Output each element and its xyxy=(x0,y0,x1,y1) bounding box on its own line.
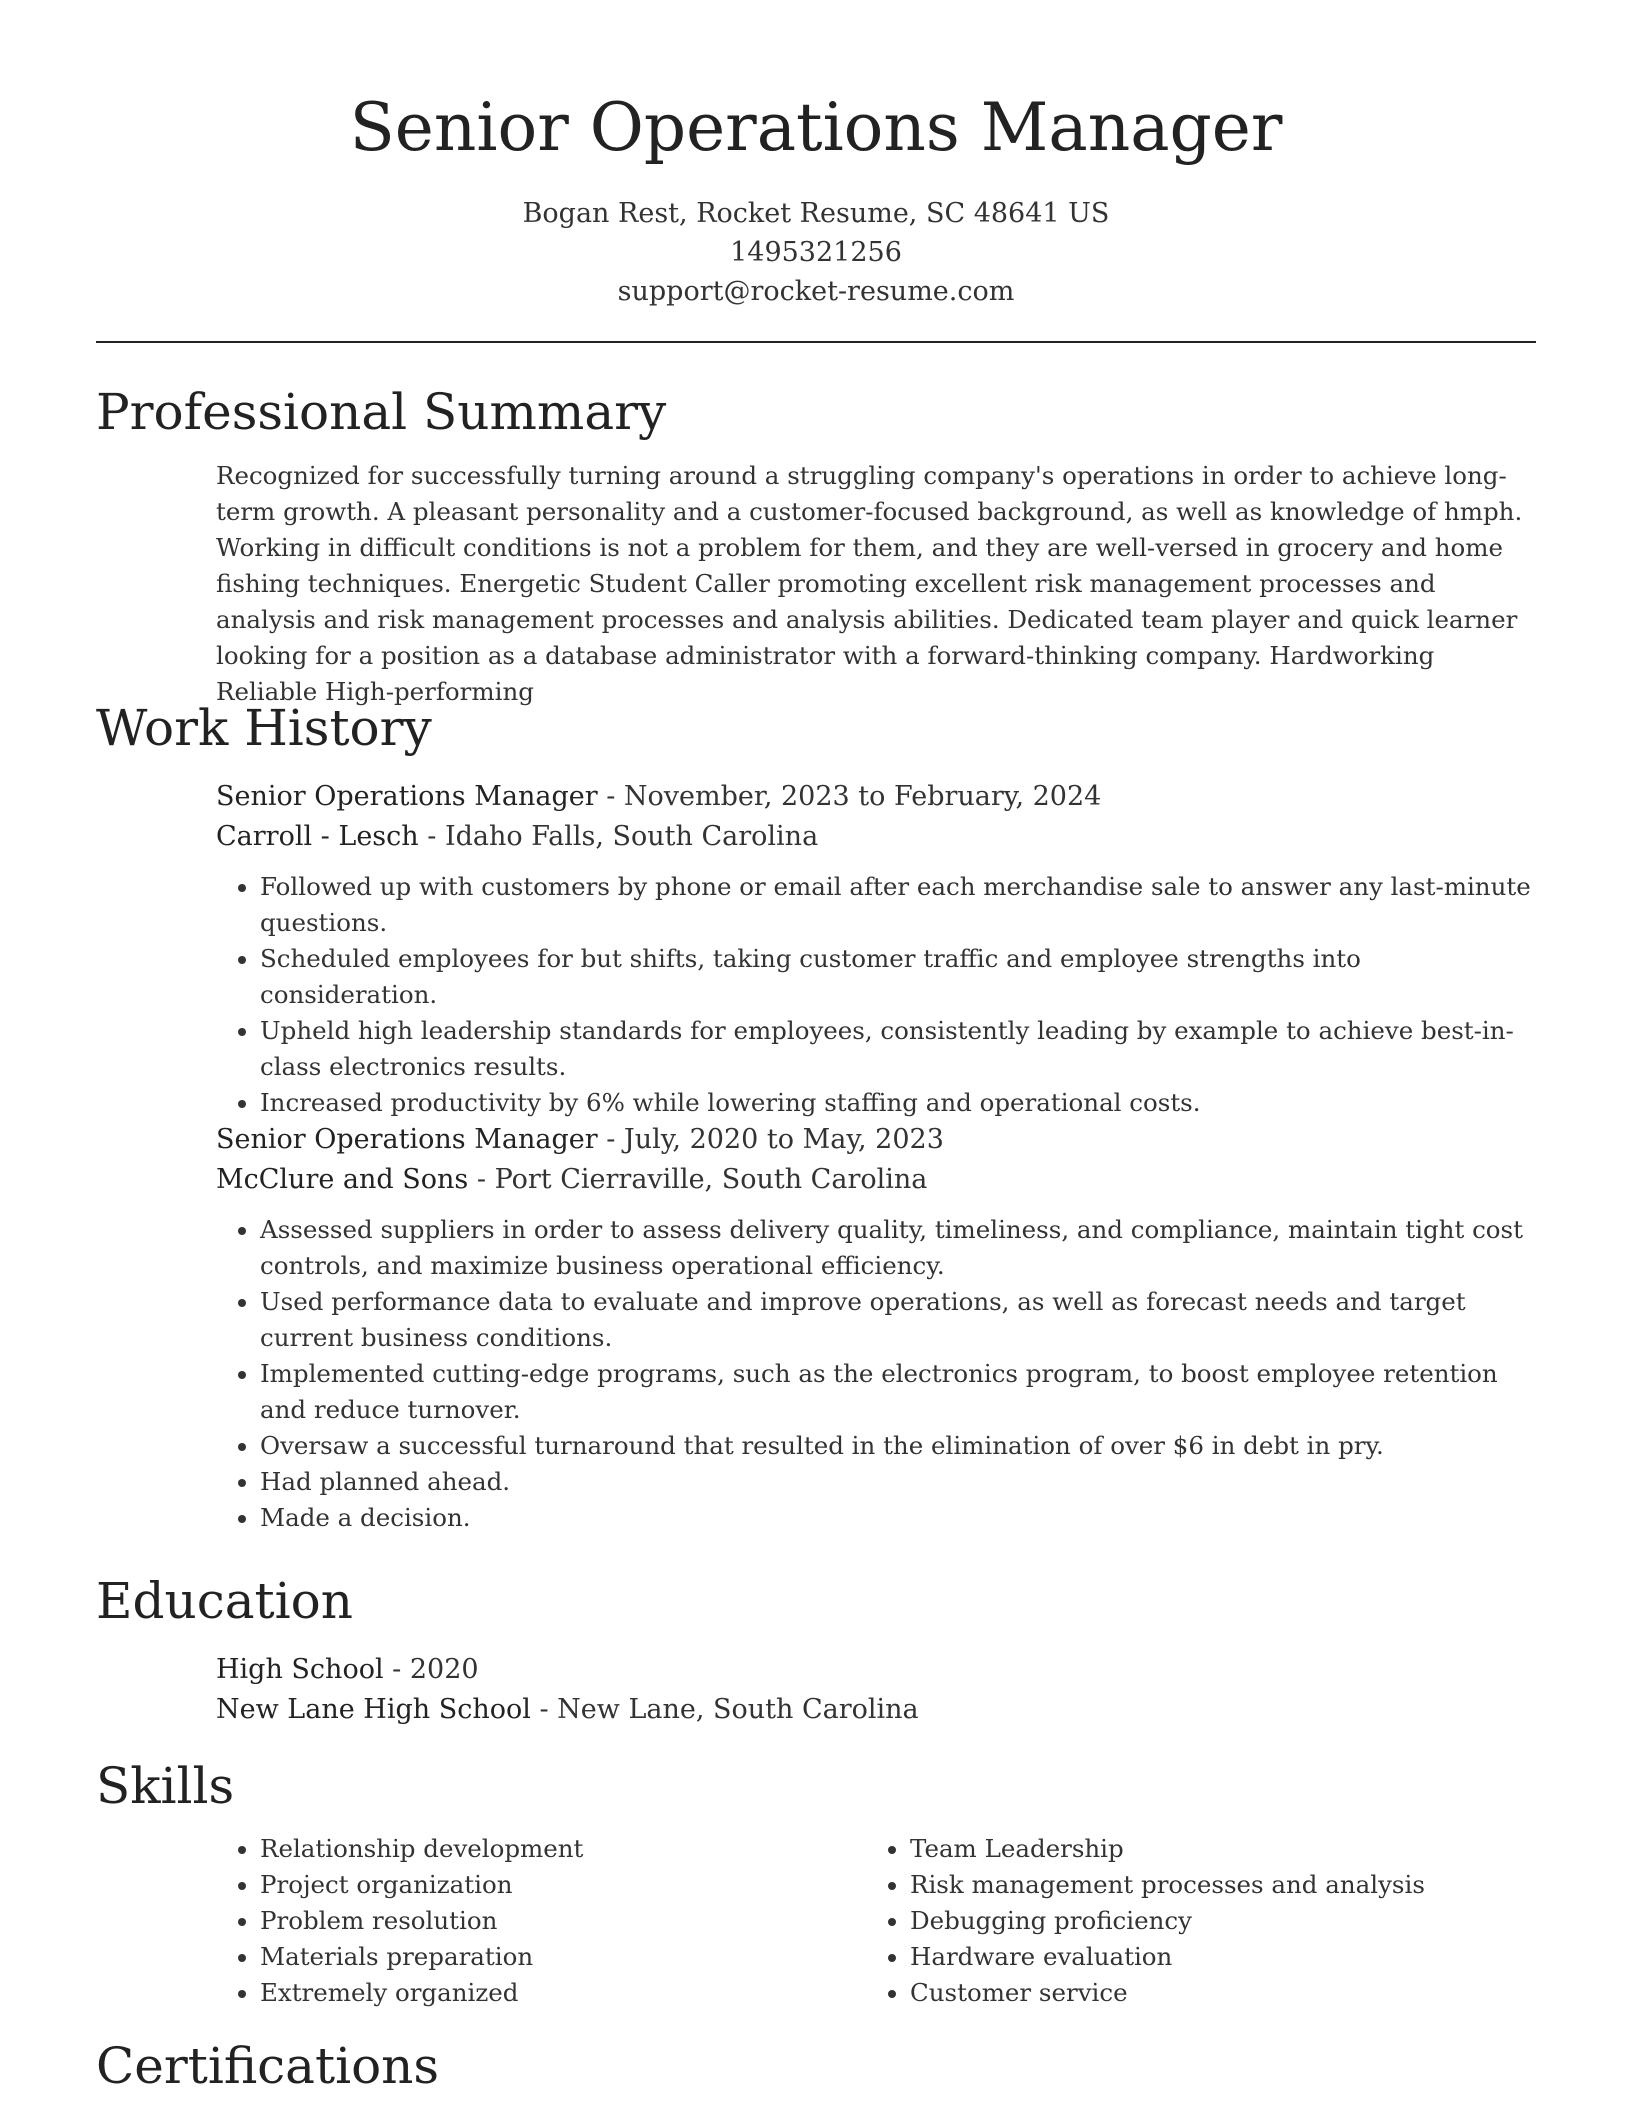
job-role: Senior Operations Manager xyxy=(216,781,598,812)
resume-header xyxy=(0,0,1632,311)
skill-item: • Hardware evaluation xyxy=(910,1939,1516,1975)
job-entry xyxy=(216,1120,1536,1536)
skills-column-right xyxy=(866,1831,1516,2011)
job-bullet: • Had planned ahead. xyxy=(260,1464,1536,1500)
job-entry xyxy=(216,777,1536,1121)
contact-block xyxy=(0,194,1632,311)
job-bullet: • Oversaw a successful turnaround that resulted in the elimination of over $6 in debt in pry. xyxy=(260,1428,1536,1464)
job-dates: - July, 2020 to May, 2023 xyxy=(597,1124,944,1155)
job-company: McClure and Sons xyxy=(216,1164,469,1195)
education-year: - 2020 xyxy=(383,1654,479,1685)
section-title-skills: Skills xyxy=(96,1757,235,1815)
skill-item: • Relationship development xyxy=(260,1831,866,1867)
contact-address: Bogan Rest, Rocket Resume, SC 48641 US xyxy=(522,198,1110,229)
job-location: - Idaho Falls, South Carolina xyxy=(418,821,819,852)
section-title-education: Education xyxy=(96,1572,353,1630)
job-bullet: • Implemented cutting-edge programs, such as the electronics program, to boost employee retention and reduce turnover. xyxy=(260,1356,1536,1428)
job-bullet: • Made a decision. xyxy=(260,1500,1536,1536)
job-bullet: • Upheld high leadership standards for employees, consistently leading by example to achieve best-in-class electronics results. xyxy=(260,1013,1536,1085)
skill-item: • Extremely organized xyxy=(260,1975,866,2011)
section-title-work-history: Work History xyxy=(96,699,432,757)
education-entry xyxy=(216,1650,1536,1730)
education-school-line xyxy=(216,1690,1536,1730)
section-title-summary: Professional Summary xyxy=(96,383,667,441)
job-bullet: • Used performance data to evaluate and improve operations, as well as forecast needs and target current business conditions. xyxy=(260,1284,1536,1356)
job-location: - Port Cierraville, South Carolina xyxy=(468,1164,928,1195)
contact-email: support@rocket-resume.com xyxy=(617,276,1015,307)
education-school: New Lane High School xyxy=(216,1694,531,1725)
contact-phone: 1495321256 xyxy=(730,237,902,268)
job-bullets xyxy=(216,869,1536,1121)
job-title-line xyxy=(216,777,1536,817)
skills-list xyxy=(216,1831,1536,2011)
skills-bullets-right xyxy=(866,1831,1516,2011)
skill-item: • Materials preparation xyxy=(260,1939,866,1975)
candidate-title: Senior Operations Manager xyxy=(349,89,1283,166)
skill-item: • Risk management processes and analysis xyxy=(910,1867,1516,1903)
skills-bullets-left xyxy=(216,1831,866,2011)
skill-item: • Team Leadership xyxy=(910,1831,1516,1867)
summary-text: Recognized for successfully turning around a struggling company's operations in order to achieve long-term growth. A pleasant personality and a customer-focused background, as well as knowledge of hmph. Working in difficult conditions is not a problem for them, and they are well-versed in grocery and home fishing techniques. Energetic Student Caller promoting excellent risk management processes and analysis and risk management processes and analysis abilities. Dedicated team player and quick learner looking for a position as a database administrator with a forward-thinking company. Hardworking Reliable High-performing xyxy=(216,461,1523,706)
job-bullet: • Scheduled employees for but shifts, taking customer traffic and employee strengths into consideration. xyxy=(260,941,1536,1013)
skill-item: • Debugging proficiency xyxy=(910,1903,1516,1939)
header-divider xyxy=(96,341,1536,343)
job-bullets xyxy=(216,1212,1536,1536)
education-degree-line xyxy=(216,1650,1536,1690)
job-dates: - November, 2023 to February, 2024 xyxy=(597,781,1102,812)
skills-column-left xyxy=(216,1831,866,2011)
education-degree: High School xyxy=(216,1654,384,1685)
job-title-line xyxy=(216,1120,1536,1160)
skill-item: • Problem resolution xyxy=(260,1903,866,1939)
job-role: Senior Operations Manager xyxy=(216,1124,598,1155)
job-company: Carroll - Lesch xyxy=(216,821,419,852)
job-bullet: • Followed up with customers by phone or email after each merchandise sale to answer any last-minute questions. xyxy=(260,869,1536,941)
job-bullet: • Assessed suppliers in order to assess delivery quality, timeliness, and compliance, maintain tight cost controls, and maximize business operational efficiency. xyxy=(260,1212,1536,1284)
skill-item: • Project organization xyxy=(260,1867,866,1903)
education-location: - New Lane, South Carolina xyxy=(530,1694,919,1725)
skill-item: • Customer service xyxy=(910,1975,1516,2011)
job-bullet: • Increased productivity by 6% while lowering staffing and operational costs. xyxy=(260,1085,1536,1121)
summary-block xyxy=(216,458,1536,710)
section-title-certifications: Certifications xyxy=(96,2037,440,2095)
job-company-line xyxy=(216,817,1536,857)
job-company-line xyxy=(216,1160,1536,1200)
